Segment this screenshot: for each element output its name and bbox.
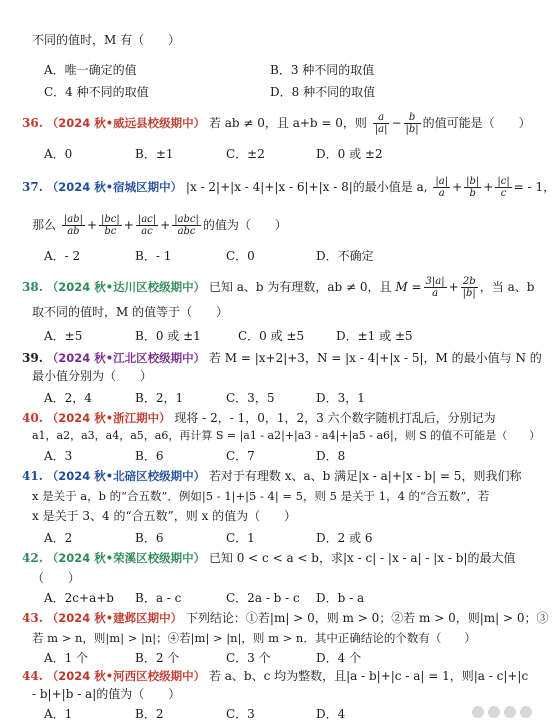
q40-text: 现将 - 2，- 1，0，1，2，3 六个数字随机打乱后，分别记为 bbox=[174, 411, 496, 425]
q40-number: 40. bbox=[22, 411, 43, 425]
q38-text: 已知 a、b 为有理数，ab ≠ 0，且 bbox=[208, 280, 392, 294]
q37-fraction-bc: $\frac{|bc|}{bc}$ bbox=[101, 214, 120, 237]
q36-option-a: A．0 bbox=[44, 147, 73, 161]
q39-option-a: A．2，4 bbox=[44, 391, 92, 405]
q39-option-b: B．2，1 bbox=[135, 391, 184, 405]
q41-option-a: A．2 bbox=[44, 531, 73, 545]
q38-option-c: C．0 或 ±5 bbox=[238, 329, 305, 343]
q35-option-a: A．唯一确定的值 bbox=[44, 63, 137, 77]
q38-option-a: A．±5 bbox=[44, 329, 83, 343]
q41-text: 若对于有理数 x、a、b 满足|x - a|+|x - b| = 5，则我们称 bbox=[208, 469, 522, 483]
q41-option-d: D．2 或 6 bbox=[316, 531, 373, 545]
q37-number: 37. bbox=[22, 180, 43, 194]
q43-source-tag: （2024 秋•建邺区期中） bbox=[46, 611, 183, 625]
q41-stem-line3: x 是关于 3、4 的“合五数”，则 x 的值为（ ） bbox=[32, 509, 297, 523]
q37-fraction-c: $\frac{|c|}{c}$ bbox=[497, 176, 510, 199]
q37-text: |x - 2|+|x - 4|+|x - 6|+|x - 8|的最小值是 a, bbox=[185, 180, 428, 194]
q37-stem: 37. （2024 秋•宿城区期中） |x - 2|+|x - 4|+|x - 6|+|x - 8|的最小值是 a, $\frac{|a|}{a}$ + $\frac{|b|}{b}$ + $\frac{|c|}{c}$ = - 1， bbox=[22, 176, 555, 199]
q37-option-a: A．- 2 bbox=[44, 249, 81, 263]
q39-option-c: C．3，5 bbox=[226, 391, 275, 405]
q37-fraction-ab: $\frac{|ab|}{ab}$ bbox=[63, 214, 83, 237]
q44-option-a: A．1 bbox=[44, 707, 73, 721]
q43-option-d: D．4 个 bbox=[316, 651, 362, 665]
q37-source-tag: （2024 秋•宿城区期中） bbox=[46, 180, 183, 194]
q38-stem: 38. （2024 秋•达川区校级期中） 已知 a、b 为有理数，ab ≠ 0，且 M = $\frac{3|a|}{a}$ + $\frac{2b}{|b|}$ ，当 a、b bbox=[22, 276, 535, 299]
q43-stem-line2: 若 m > n，则|m| > |n|；④若|m| > |n|，则 m > n．其中正确结论的个数有（ ） bbox=[32, 631, 476, 645]
q44-option-d: D．4 bbox=[316, 707, 346, 721]
q37-fraction-b: $\frac{|b|}{b}$ bbox=[466, 176, 480, 199]
dot-icon bbox=[520, 706, 532, 718]
q41-option-c: C．1 bbox=[226, 531, 255, 545]
q42-option-a: A．2c+a+b bbox=[44, 591, 114, 605]
q44-option-c: C．3 bbox=[226, 707, 255, 721]
q40-option-b: B．6 bbox=[135, 449, 164, 463]
page-dots bbox=[472, 706, 532, 718]
q35-option-c: C．4 种不同的取值 bbox=[44, 85, 149, 99]
q36-fraction-1: $\frac{a}{|a|}$ bbox=[374, 112, 388, 135]
q42-number: 42. bbox=[22, 551, 43, 565]
q40-option-c: C．7 bbox=[226, 449, 255, 463]
q41-source-tag: （2024 秋•北碚区校级期中） bbox=[46, 469, 206, 483]
q36-stem: 36. （2024 秋•威远县校级期中） 若 ab ≠ 0，且 a+b = 0，则 $\frac{a}{|a|}$ − $\frac{b}{|b|}$ 的值可能是（ ） bbox=[22, 112, 531, 135]
q43-text: 下列结论：①若|m| > 0，则 m > 0；②若 m > 0，则|m| > 0；③ bbox=[185, 611, 549, 625]
q37-option-c: C．0 bbox=[226, 249, 255, 263]
q41-option-b: B．6 bbox=[135, 531, 164, 545]
q40-option-a: A．3 bbox=[44, 449, 73, 463]
q38-source-tag: （2024 秋•达川区校级期中） bbox=[46, 280, 206, 294]
q38-fraction-1: $\frac{3|a|}{a}$ bbox=[425, 276, 445, 299]
q38-stem-line2: 取不同的值时，M 的值等于（ ） bbox=[32, 305, 229, 319]
q39-stem bbox=[22, 350, 540, 366]
q37-option-d: D．不确定 bbox=[316, 249, 374, 263]
q36-text: 若 ab ≠ 0，且 a+b = 0，则 bbox=[208, 116, 367, 130]
q40-source-tag: （2024 秋•浙江期中） bbox=[46, 411, 171, 425]
q39-source-tag: （2024 秋•江北区校级期中） bbox=[46, 351, 206, 365]
q38-option-d: D．±1 或 ±5 bbox=[336, 329, 413, 343]
q43-option-a: A．1 个 bbox=[44, 651, 89, 665]
q40-stem-line2: a1，a2，a3，a4，a5，a6，再计算 S = |a1 - a2|+|a3 - a4|+|a5 - a6|，则 S 的值不可能是（ ） bbox=[32, 429, 541, 442]
q35-option-d: D．8 种不同的取值 bbox=[270, 85, 376, 99]
q41-number: 41. bbox=[22, 469, 43, 483]
q39-option-d: D．3，1 bbox=[316, 391, 365, 405]
q35-option-b: B．3 种不同的取值 bbox=[270, 63, 375, 77]
q42-option-c: C．2a - b - c bbox=[226, 591, 300, 605]
q44-stem bbox=[22, 668, 540, 684]
q42-stem bbox=[22, 550, 540, 566]
q42-stem-line2: （ ） bbox=[32, 571, 81, 585]
q36-option-c: C．±2 bbox=[226, 147, 265, 161]
q39-stem-line2: 最小值分别为（ ） bbox=[32, 369, 153, 383]
q43-option-c: C．3 个 bbox=[226, 651, 271, 665]
q42-option-d: D．b - a bbox=[316, 591, 365, 605]
q36-source-tag: （2024 秋•威远县校级期中） bbox=[46, 116, 206, 130]
q36-number: 36. bbox=[22, 116, 43, 130]
q44-text: 若 a、b、c 均为整数，且|a - b|+|c - a| = 1，则|a - c|+|c bbox=[208, 669, 529, 683]
q38-number: 38. bbox=[22, 280, 43, 294]
q36-option-b: B．±1 bbox=[135, 147, 174, 161]
q44-option-b: B．2 bbox=[135, 707, 164, 721]
q37-fraction-ac: $\frac{|ac|}{ac}$ bbox=[137, 214, 157, 237]
q36-option-d: D．0 或 ±2 bbox=[316, 147, 383, 161]
q37-fraction-abc: $\frac{\text{|abc|}}{\text{abc}}$ bbox=[174, 214, 199, 237]
q42-text: 已知 0 < c < a < b，求|x - c| - |x - a| - |x - b|的最大值 bbox=[208, 551, 516, 565]
dot-icon bbox=[472, 706, 484, 718]
q38-fraction-2: $\frac{2b}{|b|}$ bbox=[462, 276, 476, 299]
q44-number: 44. bbox=[22, 669, 43, 683]
q44-source-tag: （2024 秋•河西区校级期中） bbox=[46, 669, 206, 683]
q37-option-b: B．- 1 bbox=[135, 249, 172, 263]
q36-fraction-2: $\frac{b}{|b|}$ bbox=[405, 112, 419, 135]
dot-icon bbox=[488, 706, 500, 718]
q41-stem-line2: x 是关于 a，b 的“合五数”．例如|5 - 1|+|5 - 4| = 5，则 5 是关于 1，4 的“合五数”，若 bbox=[32, 489, 490, 503]
q43-number: 43. bbox=[22, 611, 43, 625]
q40-option-d: D．8 bbox=[316, 449, 346, 463]
q40-stem bbox=[22, 410, 540, 426]
q39-number: 39. bbox=[22, 351, 43, 365]
q41-stem bbox=[22, 468, 540, 484]
q38-option-b: B．0 或 ±1 bbox=[135, 329, 201, 343]
q37-stem-line2: 那么 $\frac{|ab|}{ab}$ + $\frac{|bc|}{bc}$ + $\frac{|ac|}{ac}$ + $\frac{\text{|abc|}}{\text{abc}}$ 的值为（ ） bbox=[32, 214, 287, 237]
q44-stem-line2: - b|+|b - a|的值为（ ） bbox=[32, 687, 181, 701]
dot-icon bbox=[504, 706, 516, 718]
q43-stem bbox=[22, 610, 549, 626]
q36-text-end: 的值可能是（ ） bbox=[422, 116, 531, 130]
q37-fraction-a: $\frac{|a|}{a}$ bbox=[435, 176, 449, 199]
q42-source-tag: （2024 秋•荣溪区校级期中） bbox=[46, 551, 206, 565]
q35-tail: 不同的值时，M 有（ ） bbox=[32, 33, 181, 47]
q43-option-b: B．2 个 bbox=[135, 651, 180, 665]
q39-text: 若 M = |x+2|+3，N = |x - 4|+|x - 5|，M 的最小值与 N 的 bbox=[208, 351, 542, 365]
q42-option-b: B．a - c bbox=[135, 591, 182, 605]
